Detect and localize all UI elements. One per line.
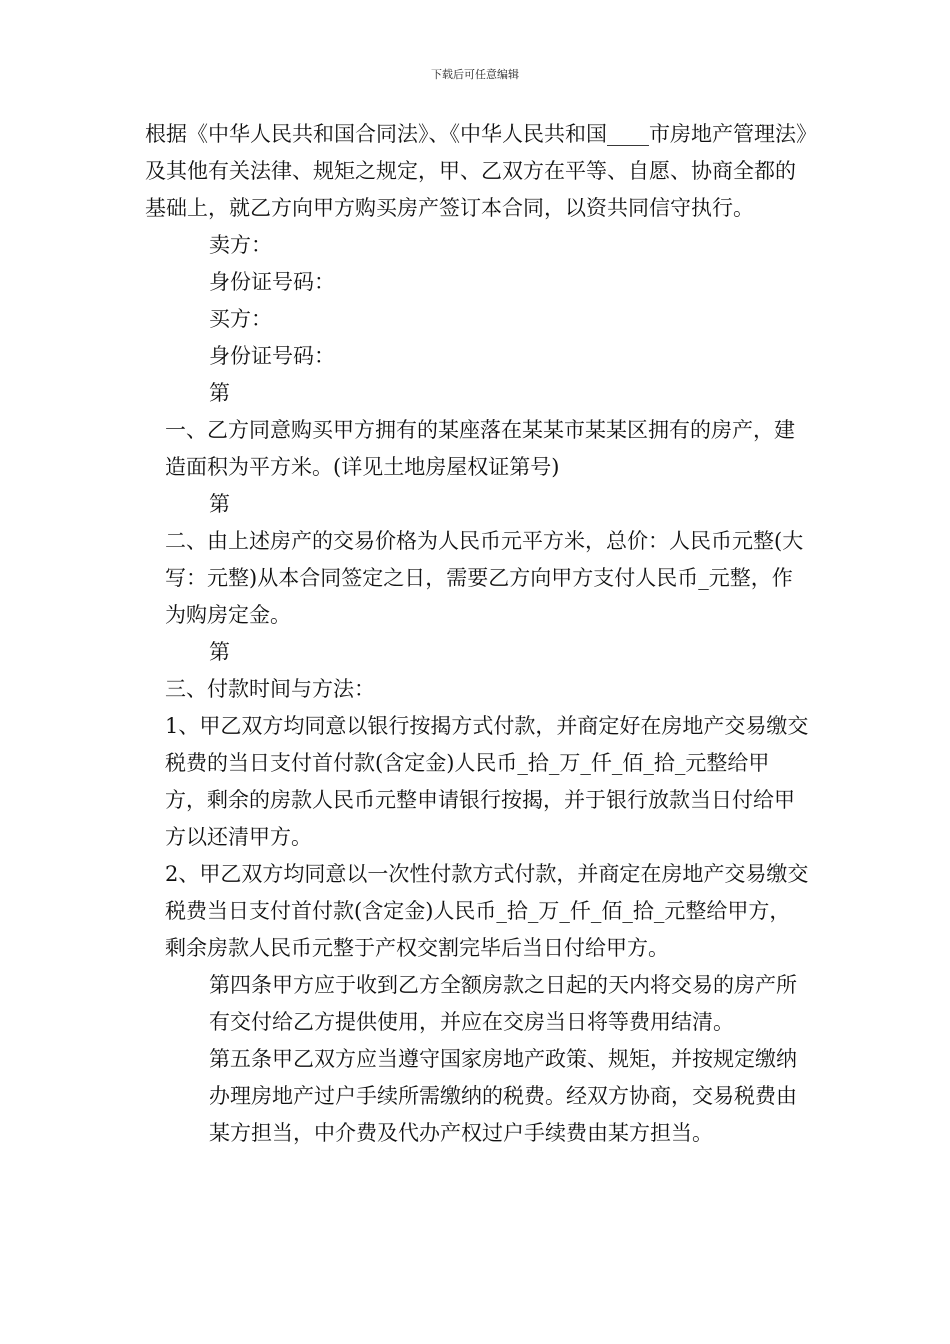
article-4: 第四条甲方应于收到乙方全额房款之日起的天内将交易的房产所有交付给乙方提供使用，并应在交房当日将等费用结清。 xyxy=(209,973,797,1034)
article-3-text: 三、付款时间与方法： xyxy=(165,677,375,701)
article-1-text: 一、乙方同意购买甲方拥有的某座落在某某市某某区拥有的房产，建造面积为平方米。(详见土地房屋权证第号) xyxy=(165,418,795,479)
article-5: 第五条甲乙双方应当遵守国家房地产政策、规矩，并按规定缴纳办理房地产过户手续所需缴纳的税费。经双方协商，交易税费由某方担当，中介费及代办产权过户手续费由某方担当。 xyxy=(209,1047,797,1145)
article-2-text: 二、由上述房产的交易价格为人民币元平方米，总价：人民币元整(大写：元整)从本合同签定之日，需要乙方向甲方支付人民币_元整，作为购房定金。 xyxy=(165,529,804,627)
document-body xyxy=(145,116,810,1152)
page-header: 下载后可任意编辑 xyxy=(431,68,519,81)
article-2-label: 第 xyxy=(209,492,230,516)
article-3-label: 第 xyxy=(209,640,230,664)
article-3-item-2: 2、甲乙双方均同意以一次性付款方式付款，并商定在房地产交易缴交税费当日支付首付款(含定金)人民币_拾_万_仟_佰_拾_元整给甲方，剩余房款人民币元整于产权交割完毕后当日付给甲方。 xyxy=(165,862,809,960)
buyer-id-line: 身份证号码： xyxy=(209,344,335,368)
article-3-item-1: 1、甲乙双方均同意以银行按揭方式付款，并商定好在房地产交易缴交税费的当日支付首付款(含定金)人民币_拾_万_仟_佰_拾_元整给甲方，剩余的房款人民币元整申请银行按揭，并于银行放款当日付给甲方以还清甲方。 xyxy=(165,714,809,849)
article-1-label: 第 xyxy=(209,381,230,405)
buyer-line: 买方： xyxy=(209,307,272,331)
seller-id-line: 身份证号码： xyxy=(209,270,335,294)
intro-paragraph: 根据《中华人民共和国合同法》、《中华人民共和国____市房地产管理法》及其他有关法律、规矩之规定，甲、乙双方在平等、自愿、协商全都的基础上，就乙方向甲方购买房产签订本合同，以资共同信守执行。 xyxy=(145,122,807,220)
seller-line: 卖方： xyxy=(209,233,272,257)
